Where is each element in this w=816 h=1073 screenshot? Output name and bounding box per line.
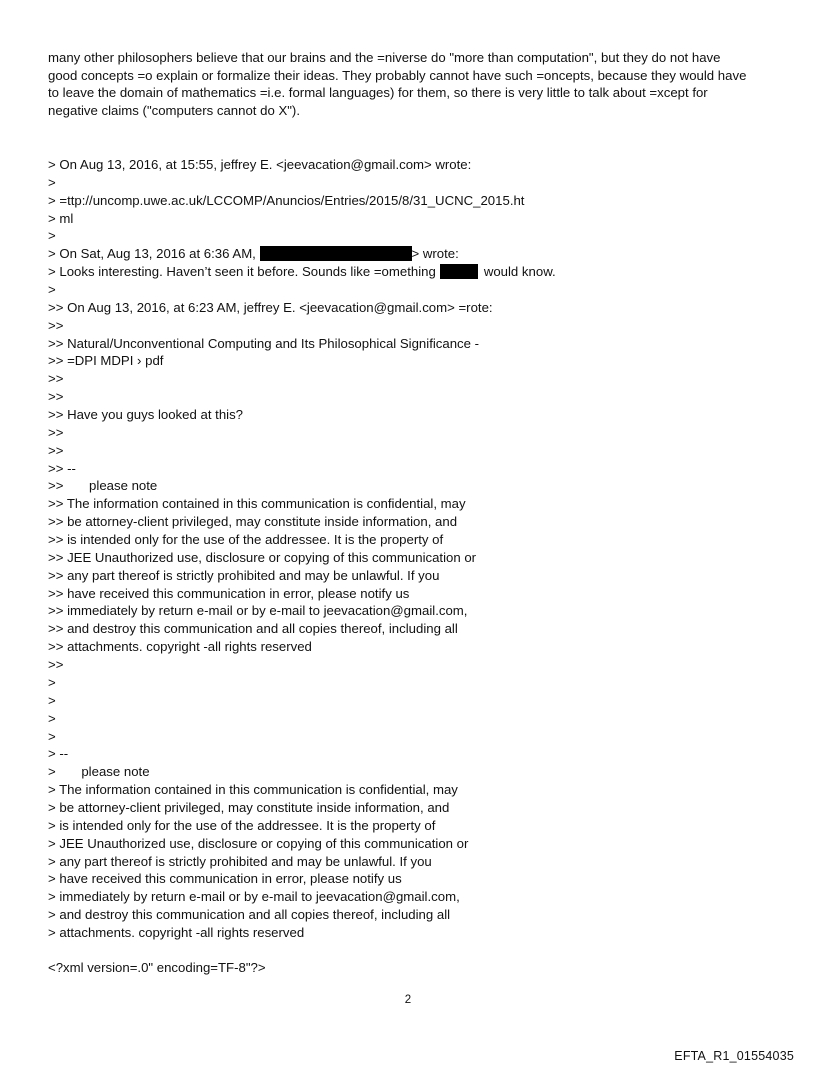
thread-line: >> please note <box>48 478 158 494</box>
paragraph-line: negative claims ("computers cannot do X"). <box>48 102 300 118</box>
thread-line: >> The information contained in this communication is confidential, may <box>48 496 466 512</box>
intro-paragraph <box>48 49 778 119</box>
redaction-box <box>260 246 412 261</box>
thread-line: > any part thereof is strictly prohibited and may be unlawful. If you <box>48 853 432 869</box>
thread-line: >> have received this communication in error, please notify us <box>48 585 410 601</box>
thread-line: >> attachments. copyright -all rights reserved <box>48 639 312 655</box>
thread-line: >> be attorney-client privileged, may constitute inside information, and <box>48 514 458 530</box>
thread-line: > <box>48 228 56 244</box>
thread-line: > immediately by return e-mail or by e-mail to jeevacation@gmail.com, <box>48 889 460 905</box>
paragraph-line: many other philosophers believe that our brains and the =niverse do "more than computation", but they do not have <box>48 50 721 65</box>
redaction-box <box>440 264 478 279</box>
thread-line: > ml <box>48 210 74 226</box>
page-number: 2 <box>404 994 412 1006</box>
thread-line: > The information contained in this communication is confidential, may <box>48 782 458 798</box>
thread-line: > On Aug 13, 2016, at 15:55, jeffrey E. <jeevacation@gmail.com> wrote: <box>48 157 472 172</box>
thread-line: > be attorney-client privileged, may constitute inside information, and <box>48 799 450 815</box>
thread-line: > have received this communication in error, please notify us <box>48 871 402 887</box>
thread-line: > is intended only for the use of the addressee. It is the property of <box>48 817 436 833</box>
thread-line-text: > Looks interesting. Haven’t seen it before. Sounds like =omething <box>48 264 436 280</box>
thread-line <box>48 245 778 263</box>
thread-line: >> <box>48 424 64 440</box>
quoted-email-thread <box>48 156 778 942</box>
document-id: EFTA_R1_01554035 <box>674 1049 794 1063</box>
thread-line: >> <box>48 371 64 387</box>
thread-line: > <box>48 728 56 744</box>
thread-line: > <box>48 692 56 708</box>
thread-line: > <box>48 174 56 190</box>
thread-line: >> -- <box>48 460 76 476</box>
thread-line: > <box>48 674 56 690</box>
thread-line: > JEE Unauthorized use, disclosure or copying of this communication or <box>48 835 469 851</box>
thread-line <box>48 263 778 281</box>
thread-line: >> =DPI MDPI › pdf <box>48 353 164 369</box>
thread-line: >> <box>48 442 64 458</box>
thread-line-text: > On Sat, Aug 13, 2016 at 6:36 AM, <box>48 246 260 262</box>
paragraph-line: good concepts =o explain or formalize their ideas. They probably cannot have such =oncepts, because they would have <box>48 67 747 83</box>
thread-line: >> <box>48 657 64 673</box>
thread-line: >> immediately by return e-mail or by e-mail to jeevacation@gmail.com, <box>48 603 468 619</box>
thread-line-text: > wrote: <box>411 246 459 262</box>
paragraph-line: to leave the domain of mathematics =i.e. formal languages) for them, so there is very little to talk about =xcept for <box>48 85 708 101</box>
thread-line: >> Natural/Unconventional Computing and Its Philosophical Significance - <box>48 335 480 351</box>
thread-line: >> On Aug 13, 2016, at 6:23 AM, jeffrey E. <jeevacation@gmail.com> =rote: <box>48 299 493 315</box>
thread-line: >> JEE Unauthorized use, disclosure or copying of this communication or <box>48 549 477 565</box>
thread-line: >> Have you guys looked at this? <box>48 407 244 423</box>
thread-line: >> <box>48 389 64 405</box>
thread-line: >> is intended only for the use of the addressee. It is the property of <box>48 532 444 548</box>
thread-line: >> and destroy this communication and all copies thereof, including all <box>48 621 458 637</box>
thread-line: >> any part thereof is strictly prohibited and may be unlawful. If you <box>48 567 440 583</box>
thread-line: > and destroy this communication and all copies thereof, including all <box>48 907 451 923</box>
thread-line: > attachments. copyright -all rights reserved <box>48 924 305 940</box>
thread-line: >> <box>48 317 64 333</box>
thread-line: > <box>48 710 56 726</box>
thread-line: > =ttp://uncomp.uwe.ac.uk/LCCOMP/Anuncios/Entries/2015/8/31_UCNC_2015.ht <box>48 192 525 208</box>
thread-line: > <box>48 282 56 298</box>
thread-line: > please note <box>48 764 150 780</box>
thread-line: > -- <box>48 746 69 762</box>
thread-line-text: would know. <box>483 264 556 280</box>
xml-declaration: <?xml version=.0" encoding=TF-8"?> <box>48 960 266 975</box>
